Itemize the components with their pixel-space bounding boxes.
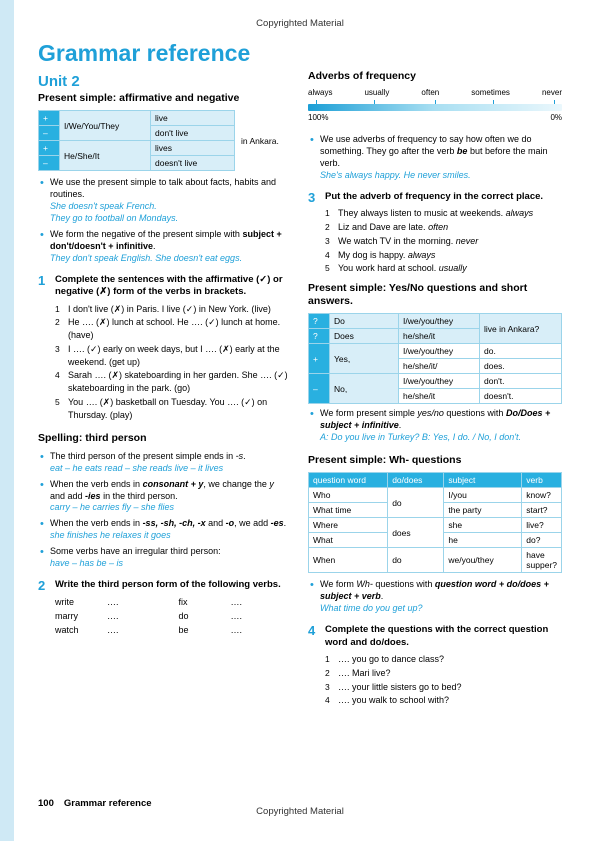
item-text: My dog is happy. — [338, 249, 406, 260]
bullet-list-adverbs — [308, 134, 562, 182]
item-text: Liz and Dave are late. — [338, 222, 426, 233]
item-adverb: always — [505, 208, 534, 219]
bullet-text-italic-3: -es — [270, 518, 284, 529]
cell-subject: I/we/you/they — [399, 314, 480, 329]
exercise-number: 3 — [308, 190, 316, 205]
cell-symbol: – — [39, 126, 60, 141]
cell-tail: doesn't. — [480, 389, 562, 404]
frequency-labels — [308, 88, 562, 97]
table-row — [309, 344, 562, 359]
list-item — [179, 596, 289, 610]
item-number: 3 — [325, 681, 330, 692]
list-item — [55, 396, 288, 422]
exercise-3-items — [325, 207, 562, 275]
bullet-item — [38, 479, 288, 515]
list-item — [55, 624, 165, 638]
exercise-1 — [38, 274, 288, 422]
list-item — [55, 343, 288, 369]
cell-tail: don't. — [480, 374, 562, 389]
bullet-text-mid: questions with — [443, 408, 506, 419]
answer-blank: …. — [107, 624, 119, 635]
item-text: …. you go to dance class? — [338, 654, 445, 665]
cell-subject: I/we/you/they — [399, 374, 480, 389]
cell-subject: he/she/it — [399, 389, 480, 404]
exercise-3 — [308, 191, 562, 275]
example-text: They go to football on Mondays. — [50, 213, 179, 224]
verb-word: be — [178, 624, 189, 635]
cell-verb: know? — [522, 488, 562, 503]
cell-tail: live in Ankara? — [480, 314, 562, 344]
frequency-label: always — [308, 88, 333, 98]
answer-blank: …. — [230, 624, 243, 635]
list-item — [325, 235, 562, 248]
bullet-text: We use adverbs of frequency to say how often we do something. They go after the verb — [320, 134, 532, 157]
verb-word: fix — [178, 596, 188, 607]
verb-word: watch — [55, 624, 79, 635]
heading-present-simple: Present simple: affirmative and negative — [38, 92, 240, 104]
cell-subject: I/you — [444, 488, 522, 503]
heading-wh-questions: Present simple: Wh- questions — [308, 454, 462, 467]
list-item — [325, 694, 562, 707]
cell-aux: Do — [330, 314, 399, 329]
bullet-text-fin: . — [283, 518, 287, 529]
bullet-text-post: . — [153, 240, 156, 251]
item-number: 5 — [325, 263, 330, 274]
heading-spelling: Spelling: third person — [38, 432, 147, 445]
frequency-ticks — [308, 100, 562, 104]
bullet-text: We form — [320, 579, 357, 590]
frequency-label: sometimes — [471, 88, 510, 98]
page-title: Grammar reference — [38, 40, 251, 66]
table-yes-no-questions — [308, 313, 562, 404]
bullet-text-bold: subject + don't/doesn't + infinitive — [50, 229, 282, 251]
bullet-text-italic: -s — [235, 450, 244, 461]
bullet-list-spelling — [38, 451, 288, 571]
item-text: You …. (✗) basketball on Tuesday. You …. (✓) on Thursday. (play) — [68, 396, 268, 420]
bullet-item — [308, 408, 562, 444]
item-text: …. Mari live? — [338, 667, 391, 678]
cell-verb: start? — [522, 503, 562, 518]
bullet-text-post: but before the main verb. — [320, 146, 548, 169]
bullet-text: We form present simple — [320, 408, 418, 419]
cell-question-word: Who — [309, 488, 388, 503]
table-row — [309, 374, 562, 389]
frequency-scale — [308, 88, 562, 134]
cell-verb: have supper? — [522, 548, 562, 573]
verb-word: do — [178, 610, 189, 621]
item-adverb: usually — [438, 263, 467, 274]
cell-symbol: ? — [309, 314, 330, 329]
cell-verb: doesn't live — [151, 156, 235, 171]
frequency-label: never — [541, 88, 562, 98]
bullet-text-bold: question word + do/does + subject + verb — [320, 579, 549, 602]
watermark-bottom: Copyrighted Material — [256, 806, 344, 817]
cell-subject: the party — [444, 503, 522, 518]
list-item — [55, 369, 288, 395]
page-number: 100 — [38, 798, 54, 809]
example-text: She doesn't speak French. — [50, 201, 157, 212]
exercise-number: 2 — [38, 578, 46, 594]
left-column — [38, 92, 288, 637]
cell-verb: live — [151, 111, 235, 126]
cell-subject: he — [444, 533, 522, 548]
bullet-text-italic-3: -ies — [85, 490, 101, 501]
item-number: 4 — [325, 249, 330, 260]
verb-word: marry — [55, 610, 78, 621]
cell-subject: I/We/You/They — [60, 111, 151, 141]
exercise-instruction: Complete the sentences with the affirmative (✓) or negative (✗) form of the verbs in brackets. — [55, 273, 283, 298]
column-header-verb: verb — [522, 473, 562, 488]
list-item — [55, 610, 165, 624]
exercise-1-items — [55, 303, 288, 422]
heading-yes-no-questions: Present simple: Yes/No questions and short answers. — [308, 282, 528, 308]
bullet-text-italic: -ss, -sh, -ch, -x — [142, 518, 206, 529]
example-text: What time do you get up? — [320, 603, 423, 614]
cell-subject: he/she/it — [399, 329, 480, 344]
item-adverb: often — [428, 222, 449, 233]
table-row — [309, 548, 562, 573]
bullet-text: The third person of the present simple ends in — [50, 450, 236, 461]
table-header-row — [309, 473, 562, 488]
unit-heading: Unit 2 — [38, 73, 80, 90]
cell-symbol: + — [309, 344, 330, 374]
exercise-2-column-2 — [179, 596, 289, 638]
frequency-label: often — [421, 88, 440, 98]
bullet-text: Some verbs have an irregular third person: — [50, 546, 221, 557]
exercise-number: 1 — [38, 272, 46, 288]
bullet-text-post: , we change the — [203, 478, 270, 489]
exercise-2-items — [55, 596, 288, 638]
cell-symbol: – — [309, 374, 330, 404]
item-number: 1 — [55, 303, 60, 314]
bullet-text: When the verb ends in — [50, 478, 143, 489]
cell-tail: do. — [480, 344, 562, 359]
exercise-instruction: Complete the questions with the correct question word and do/does. — [325, 624, 549, 648]
example-text: carry – he carries fly – she flies — [50, 502, 175, 513]
bullet-text-post: . — [398, 420, 402, 431]
page-edge-bar — [0, 0, 14, 841]
cell-subject: she — [444, 518, 522, 533]
list-item — [325, 262, 562, 275]
list-item — [325, 681, 562, 694]
column-header-question-word: question word — [309, 473, 388, 488]
table-wh-questions — [308, 472, 562, 573]
footer-label: Grammar reference — [63, 798, 152, 809]
cell-do-does: do — [388, 548, 444, 573]
exercise-4-items — [325, 653, 562, 707]
cell-symbol: + — [39, 141, 60, 156]
item-text: …. your little sisters go to bed? — [338, 681, 462, 692]
list-item — [55, 303, 288, 316]
cell-subject: I/we/you/they — [399, 344, 480, 359]
bullet-text-italic: Wh- — [356, 579, 373, 590]
list-item — [55, 316, 288, 342]
item-text: You work hard at school. — [338, 263, 437, 274]
cell-question-word: Where — [309, 518, 388, 533]
cell-do-does: does — [388, 518, 444, 548]
cell-subject: we/you/they — [444, 548, 522, 573]
item-text: They always listen to music at weekends. — [338, 208, 504, 219]
frequency-left-end: 100% — [308, 113, 329, 123]
exercise-4 — [308, 624, 562, 707]
table-row — [309, 518, 562, 533]
list-item — [325, 667, 562, 680]
example-text: have – has be – is — [50, 558, 124, 569]
answer-blank: …. — [230, 596, 243, 607]
bullet-text-mid: and add — [50, 490, 86, 501]
list-item — [179, 624, 289, 638]
table-row — [309, 314, 562, 329]
heading-adverbs-of-frequency: Adverbs of frequency — [308, 70, 416, 82]
frequency-label: usually — [364, 88, 390, 98]
cell-symbol: + — [39, 111, 60, 126]
list-item — [325, 653, 562, 666]
item-number: 3 — [55, 343, 60, 354]
bullet-text-bold: be — [456, 146, 468, 157]
bullet-text: We form the negative of the present simple with — [50, 229, 243, 239]
cell-verb: don't live — [151, 126, 235, 141]
cell-do-does: do — [388, 488, 444, 518]
cell-verb: lives — [151, 141, 235, 156]
cell-aux: Yes, — [330, 344, 399, 374]
cell-aux: Does — [330, 329, 399, 344]
cell-question-word: What — [309, 533, 388, 548]
item-text: We watch TV in the morning. — [338, 235, 454, 246]
item-number: 2 — [325, 222, 330, 233]
example-text: A: Do you live in Turkey? B: Yes, I do. / No, I don't. — [320, 432, 521, 443]
cell-question-word: What time — [309, 503, 388, 518]
watermark-top: Copyrighted Material — [256, 18, 344, 29]
bullet-list-yes-no — [308, 408, 562, 444]
right-column — [308, 70, 562, 708]
bullet-text-italic-2: -o — [225, 518, 235, 529]
bullet-text-post: . — [380, 591, 384, 602]
item-number: 5 — [55, 396, 60, 407]
list-item — [55, 596, 165, 610]
cell-verb: do? — [522, 533, 562, 548]
frequency-gradient-bar — [308, 104, 562, 111]
exercise-number: 4 — [308, 623, 316, 639]
bullet-text-bold: Do/Does + subject + infinitive — [320, 408, 551, 431]
cell-question-word: When — [309, 548, 388, 573]
example-text: They don't speak English. She doesn't eat eggs. — [50, 252, 243, 263]
bullet-text-italic: yes/no — [417, 408, 444, 419]
cell-symbol: – — [39, 156, 60, 171]
bullet-item — [38, 177, 288, 225]
column-header-do-does: do/does — [388, 473, 444, 488]
item-text: I …. (✓) early on week days, but I …. (✗) early at the weekend. (get up) — [68, 343, 280, 367]
exercise-instruction: Write the third person form of the following verbs. — [55, 579, 281, 591]
exercise-instruction: Put the adverb of frequency in the correct place. — [325, 191, 544, 202]
item-text: …. you walk to school with? — [338, 695, 450, 706]
bullet-item — [38, 451, 288, 475]
item-number: 2 — [325, 667, 330, 678]
item-number: 1 — [325, 208, 330, 219]
example-text: she finishes he relaxes it goes — [50, 530, 171, 541]
bullet-text-post: . — [243, 450, 246, 461]
list-item — [325, 249, 562, 262]
bullet-list-wh — [308, 579, 562, 615]
column-header-subject: subject — [444, 473, 522, 488]
cell-tail: in Ankara. — [241, 135, 279, 146]
cell-subject: he/she/it/ — [399, 359, 480, 374]
table-row — [309, 488, 562, 503]
item-number: 3 — [325, 235, 330, 246]
item-number: 4 — [325, 695, 330, 706]
list-item — [179, 610, 289, 624]
bullet-item — [308, 134, 562, 182]
item-text: I don't live (✗) in Paris. I live (✓) in New York. (live) — [68, 303, 271, 314]
item-number: 1 — [325, 654, 330, 665]
cell-verb: live? — [522, 518, 562, 533]
table-present-simple — [38, 110, 288, 171]
list-item — [325, 207, 562, 220]
bullet-text-italic-2: y — [269, 478, 274, 489]
bullet-list-present-simple — [38, 177, 288, 265]
item-number: 2 — [55, 317, 60, 328]
cell-symbol: ? — [309, 329, 330, 344]
bullet-text: We use the present simple to talk about facts, habits and routines. — [50, 177, 276, 200]
answer-blank: …. — [230, 610, 243, 621]
frequency-right-end: 0% — [550, 113, 562, 123]
bullet-text-end: , we add — [234, 518, 271, 529]
frequency-endpoints — [308, 113, 562, 122]
item-adverb: always — [407, 249, 436, 260]
table-row — [39, 111, 289, 126]
cell-subject: He/She/It — [60, 141, 151, 171]
bullet-text-mid: and — [205, 518, 226, 529]
answer-blank: …. — [107, 610, 119, 621]
item-number: 4 — [55, 370, 60, 381]
bullet-item — [38, 229, 288, 265]
cell-tail: does. — [480, 359, 562, 374]
bullet-text: When the verb ends in — [50, 518, 143, 529]
item-text: He …. (✗) lunch at school. He …. (✓) lunch at home. (have) — [68, 317, 281, 341]
bullet-text-end: in the third person. — [100, 490, 178, 501]
item-adverb: never — [455, 235, 479, 246]
bullet-item — [308, 579, 562, 615]
exercise-2 — [38, 579, 288, 637]
item-text: Sarah …. (✗) skateboarding in her garden. She …. (✓) skateboarding in the park. (go) — [68, 370, 288, 394]
bullet-item — [38, 518, 288, 542]
example-text: eat – he eats read – she reads live – it lives — [50, 462, 224, 473]
bullet-text-italic: consonant + y — [142, 478, 204, 489]
exercise-2-column-1 — [55, 596, 165, 638]
verb-word: write — [55, 596, 75, 607]
bullet-text-mid: questions with — [372, 579, 435, 590]
cell-aux: No, — [330, 374, 399, 404]
list-item — [325, 221, 562, 234]
example-text: She's always happy. He never smiles. — [320, 170, 471, 181]
answer-blank: …. — [107, 596, 119, 607]
bullet-item — [38, 546, 288, 570]
